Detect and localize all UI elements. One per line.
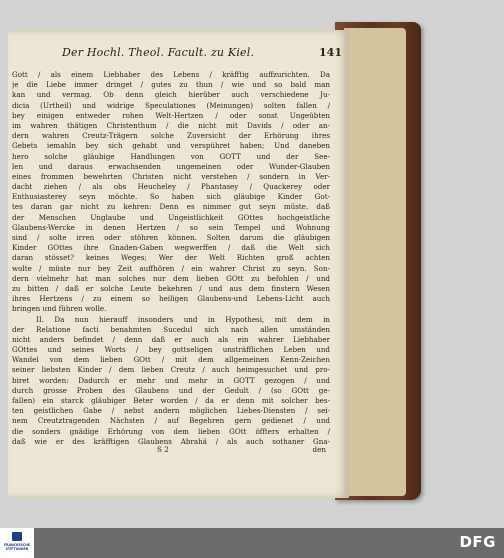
text-line: der Menschen Unglaube und Ungeistlichkeit GOttes hochgeistliche [12,212,330,222]
logo-text: FRANCKESCHE STIFTUNGEN [3,543,31,551]
dfg-logo[interactable]: DFG [459,533,496,551]
text-line: dern vielmehr hat man solches nur dem lieben GOtt zu befohlen / und [12,273,330,283]
text-line: eines frommen bewehrten Christen nicht verstehen / sondern in Ver- [12,171,330,181]
page-number: 141 [319,46,342,59]
page-footer [12,445,330,457]
text-line: GOttes und seines Worts / bey gottseligen unsträfflichen Leben und [12,345,330,355]
running-title: Der Hochl. Theol. Facult. zu Kiel. [62,46,255,59]
text-line: im wahren thätigen Christenthum / die nicht mit Davids / oder an- [12,120,330,130]
text-line: hero solche gläubige Handlungen von GOTT und der See- [12,151,330,161]
text-line: kan und vermag. Ob denn gleich hierüber auch verschiedene Ju- [12,90,330,100]
text-line: daran stösset? keines Weges; Wer der Welt Richten groß achten [12,253,330,263]
text-line: durch grosse Proben des Glaubens und der Gedult / (so GOtt ge- [12,385,330,395]
logo-emblem-icon [12,532,22,541]
page-edges [344,28,406,496]
signature-mark: S 2 [157,445,169,454]
text-line: Enthusiasterey seyn möchte. So haben sich gläubige Kinder Got- [12,192,330,202]
text-line: daß wie er des kräfftigen Glaubens Abrahä / als auch sothaner Gna- [12,436,330,446]
text-line: Wandel von dem lieben GOtt / mit dem allgemeinen Kenn-Zeichen [12,355,330,365]
text-line: zu bitten / daß er solche Leute bekehren / und aus dem finstern Wesen [12,283,330,293]
catchword: den [312,445,326,454]
text-line: der Relatione facti benahmten Sucedul sich nach allen umständen [12,324,330,334]
text-line: II. Da nun hierauff insonders und in Hypothesi, mit dem in [36,314,330,324]
text-line: seiner liebsten Kinder / dem lieben Creutz / auch heimgesuchet und pro- [12,365,330,375]
text-line: ihres Hertzens / zu einem so heiligen Glaubens-und Lebens-Licht auch [12,294,330,304]
text-line: Gott / als einem Liebhaber des Lebens / kräfftig auffzurichten. Da [12,70,330,79]
text-line: bringen und führen wolle. [12,304,107,314]
text-line: fallen) ein starck gläubiger Beter worden / da er denn mit solcher bes- [12,396,330,405]
text-line: wolte / müste nur bey Zeit auffhören / ein wahrer Christ zu seyn. Son- [12,263,330,273]
text-line: dicia (Urtheil) und widrige Speculationes (Meinungen) solten fallen / [12,100,330,110]
text-line: biret worden: Dadurch er mehr und mehr in GOTT gezogen / und [12,375,330,385]
text-line: bey einigen entweder rohen Welt-Hertzen / oder sonst Ungeübten [12,110,330,120]
body-text [12,70,330,447]
text-line: Gebets iemahln bey sich gehabt und verspühret haben; Und daneben [12,141,330,151]
text-line: die sonders gnädige Erhörung von dem lieben GOtt öffters erhalten / [12,426,330,436]
text-line: len und daraus erwachsenden ungemeinen oder Wunder-Glauben [12,161,330,171]
text-line: dern wahren Creutz-Trägern solche Zuversicht der Erhörung ihres [12,131,330,141]
text-line: sind / solte irren oder stöhren können. Solten darum die gläubigen [12,233,330,242]
text-line: Glaubens-Wercke in denen Hertzen / so sein Tempel und Wohnung [12,222,330,232]
text-line: tes daran gar nicht zu kehren: Denn es nimmer gut seyn müste, daß [12,202,330,212]
text-line: je die Liebe immer dringet / gutes zu thun / wie und so bald man [12,80,330,90]
text-line: dacht ziehen / als obs Heucheley / Phantasey / Quackerey oder [12,182,330,192]
running-header [58,44,348,62]
viewer-bottom-bar [0,528,504,558]
text-line: Kinder GOttes ihre Gnaden-Gaben wegwerffen / daß die Welt sich [12,243,330,253]
text-line: ten geistlichen Gabe / nebst andern möglichen Liebes-Diensten / sei- [12,406,330,416]
text-line: nem Creutztragenden Nächsten / auf Begehren gern gedienet / und [12,416,330,426]
text-line: nicht anders befindet / denn daß er auch als ein wahrer Liebhaber [12,334,330,344]
